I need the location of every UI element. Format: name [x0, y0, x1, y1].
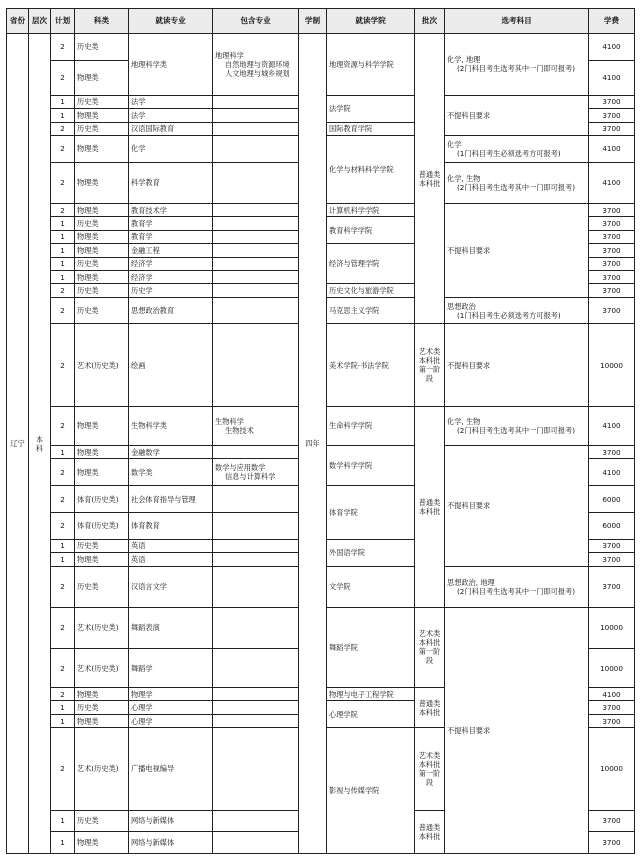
header-type: 科类: [75, 9, 129, 34]
major-cell: 广播电视编导: [129, 728, 213, 810]
plan-cell: 1: [51, 553, 75, 566]
type-cell: 物理类: [75, 244, 129, 257]
included-cell: [213, 810, 299, 832]
included-item: 生物技术: [225, 425, 254, 435]
plan-cell: 1: [51, 95, 75, 108]
included-cell: [213, 728, 299, 810]
included-item: 信息与计算科学: [225, 472, 276, 482]
subjects-cell: [445, 162, 589, 203]
type-cell: 物理类: [75, 553, 129, 566]
fee-cell: 4100: [589, 459, 635, 486]
included-cell: [213, 512, 299, 539]
plan-cell: 2: [51, 284, 75, 297]
subjects-note: (1门科目考生必须选考方可报考): [457, 148, 561, 158]
subjects-cell: [445, 135, 589, 162]
batch-cell: 艺术类本科批第一阶段: [415, 324, 445, 406]
fee-cell: 4100: [589, 34, 635, 61]
type-cell: 物理类: [75, 109, 129, 122]
plan-cell: 1: [51, 701, 75, 714]
type-cell: 物理类: [75, 162, 129, 203]
major-cell: 历史学: [129, 284, 213, 297]
fee-cell: 10000: [589, 728, 635, 810]
plan-cell: 1: [51, 446, 75, 459]
type-cell: 物理类: [75, 406, 129, 445]
included-cell: [213, 324, 299, 406]
type-cell: 艺术(历史类): [75, 648, 129, 687]
subjects-cell: 不提科目要求: [445, 95, 589, 135]
subjects-cell: [445, 297, 589, 324]
type-cell: 历史类: [75, 701, 129, 714]
batch-cell: 普通类本科批: [415, 406, 445, 607]
fee-cell: 3700: [589, 714, 635, 727]
major-cell: 地理科学类: [129, 34, 213, 96]
fee-cell: 10000: [589, 607, 635, 648]
major-cell: 体育教育: [129, 512, 213, 539]
college-cell: 教育科学学院: [327, 217, 415, 244]
major-cell: 经济学: [129, 257, 213, 270]
included-cell: [213, 270, 299, 283]
subjects-cell: [445, 406, 589, 445]
major-cell: 金融数学: [129, 446, 213, 459]
college-cell: 经济与管理学院: [327, 244, 415, 284]
included-item: 生物科学: [215, 416, 244, 426]
subjects-note: (2门科目考生选考其中一门即可报考): [457, 64, 575, 74]
type-cell: 历史类: [75, 34, 129, 61]
subjects-title: 思想政治: [447, 301, 476, 311]
fee-cell: 3700: [589, 297, 635, 324]
college-cell: 外国语学院: [327, 539, 415, 566]
college-cell: 计算机科学学院: [327, 203, 415, 216]
included-cell: [213, 244, 299, 257]
fee-cell: 4100: [589, 162, 635, 203]
subjects-cell: 不提科目要求: [445, 324, 589, 406]
major-cell: 法学: [129, 95, 213, 108]
major-cell: 汉语言文学: [129, 566, 213, 607]
fee-cell: 3700: [589, 539, 635, 552]
fee-cell: 4100: [589, 688, 635, 701]
included-cell: [213, 406, 299, 445]
type-cell: 历史类: [75, 257, 129, 270]
college-cell: 马克思主义学院: [327, 297, 415, 324]
type-cell: 艺术(历史类): [75, 324, 129, 406]
plan-cell: 2: [51, 688, 75, 701]
included-cell: [213, 217, 299, 230]
college-cell: 文学院: [327, 566, 415, 607]
type-cell: 历史类: [75, 122, 129, 135]
batch-cell: 普通类本科批: [415, 688, 445, 728]
college-cell: 心理学院: [327, 701, 415, 728]
major-cell: 科学教育: [129, 162, 213, 203]
type-cell: 体育(历史类): [75, 486, 129, 513]
plan-cell: 2: [51, 60, 75, 95]
plan-cell: 2: [51, 566, 75, 607]
table-row: [7, 34, 635, 61]
major-cell: 教育学: [129, 230, 213, 243]
major-cell: 金融工程: [129, 244, 213, 257]
type-cell: 物理类: [75, 459, 129, 486]
included-cell: [213, 257, 299, 270]
plan-cell: 2: [51, 34, 75, 61]
header-province: 省份: [7, 9, 29, 34]
type-cell: 历史类: [75, 217, 129, 230]
fee-cell: 10000: [589, 648, 635, 687]
college-cell: 生命科学学院: [327, 406, 415, 445]
fee-cell: 6000: [589, 512, 635, 539]
college-cell: 影视与传媒学院: [327, 728, 415, 854]
plan-cell: 2: [51, 607, 75, 648]
level-cell: 本科: [29, 34, 51, 854]
included-cell: [213, 203, 299, 216]
major-cell: 物理学: [129, 688, 213, 701]
plan-cell: 2: [51, 203, 75, 216]
fee-cell: 10000: [589, 324, 635, 406]
fee-cell: 3700: [589, 832, 635, 854]
subjects-note: (2门科目考生选考其中一门即可报考): [457, 182, 575, 192]
fee-cell: 3700: [589, 810, 635, 832]
included-cell: [213, 109, 299, 122]
fee-cell: 3700: [589, 95, 635, 108]
subjects-title: 化学, 生物: [447, 416, 481, 426]
plan-cell: 1: [51, 270, 75, 283]
type-cell: 物理类: [75, 230, 129, 243]
subjects-title: 化学, 生物: [447, 173, 481, 183]
type-cell: 体育(历史类): [75, 512, 129, 539]
major-cell: 网络与新媒体: [129, 810, 213, 832]
type-cell: 历史类: [75, 566, 129, 607]
plan-cell: 2: [51, 512, 75, 539]
subjects-title: 思想政治, 地理: [447, 577, 495, 587]
college-cell: 物理与电子工程学院: [327, 688, 415, 701]
subjects-note: (2门科目考生选考其中一门即可报考): [457, 586, 575, 596]
included-cell: [213, 714, 299, 727]
major-cell: 网络与新媒体: [129, 832, 213, 854]
included-cell: [213, 648, 299, 687]
batch-cell: 普通类本科批: [415, 810, 445, 853]
included-cell: [213, 297, 299, 324]
header-duration: 学制: [299, 9, 327, 34]
major-cell: 英语: [129, 553, 213, 566]
included-cell: [213, 566, 299, 607]
subjects-note: (2门科目考生选考其中一门即可报考): [457, 425, 575, 435]
included-cell: [213, 446, 299, 459]
fee-cell: 6000: [589, 486, 635, 513]
included-item: 地理科学: [215, 50, 244, 60]
plan-cell: 1: [51, 810, 75, 832]
major-cell: 经济学: [129, 270, 213, 283]
header-college: 就读学院: [327, 9, 415, 34]
major-cell: 舞蹈表演: [129, 607, 213, 648]
included-cell: [213, 539, 299, 552]
header-batch: 批次: [415, 9, 445, 34]
plan-cell: 2: [51, 486, 75, 513]
subjects-note: (1门科目考生必须选考方可报考): [457, 310, 561, 320]
college-cell: 美术学院·书法学院: [327, 324, 415, 406]
enrollment-plan-table: [6, 8, 635, 854]
fee-cell: 3700: [589, 701, 635, 714]
major-cell: 教育学: [129, 217, 213, 230]
fee-cell: 3700: [589, 270, 635, 283]
fee-cell: 3700: [589, 553, 635, 566]
type-cell: 艺术(历史类): [75, 607, 129, 648]
included-cell: [213, 34, 299, 96]
duration-cell: 四年: [299, 34, 327, 854]
plan-cell: 2: [51, 162, 75, 203]
header-level: 层次: [29, 9, 51, 34]
plan-cell: 2: [51, 459, 75, 486]
major-cell: 生物科学类: [129, 406, 213, 445]
type-cell: 物理类: [75, 446, 129, 459]
batch-cell: 艺术类本科批第一阶段: [415, 728, 445, 810]
included-cell: [213, 135, 299, 162]
major-cell: 英语: [129, 539, 213, 552]
type-cell: 物理类: [75, 832, 129, 854]
fee-cell: 3700: [589, 203, 635, 216]
plan-cell: 1: [51, 217, 75, 230]
fee-cell: 3700: [589, 230, 635, 243]
fee-cell: 3700: [589, 244, 635, 257]
college-cell: 舞蹈学院: [327, 607, 415, 687]
included-cell: [213, 607, 299, 648]
plan-cell: 1: [51, 257, 75, 270]
header-included: 包含专业: [213, 9, 299, 34]
header-fee: 学费: [589, 9, 635, 34]
type-cell: 历史类: [75, 297, 129, 324]
included-item: 自然地理与资源环境: [225, 59, 290, 69]
college-cell: 历史文化与旅游学院: [327, 284, 415, 297]
college-cell: 体育学院: [327, 486, 415, 540]
included-cell: [213, 701, 299, 714]
fee-cell: 4100: [589, 406, 635, 445]
college-cell: 国际教育学院: [327, 122, 415, 135]
batch-cell: 艺术类本科批第一阶段: [415, 607, 445, 687]
college-cell: 化学与材料科学学院: [327, 135, 415, 203]
subjects-cell: [445, 34, 589, 96]
fee-cell: 3700: [589, 566, 635, 607]
major-cell: 数学类: [129, 459, 213, 486]
fee-cell: 3700: [589, 257, 635, 270]
fee-cell: 3700: [589, 122, 635, 135]
included-cell: [213, 122, 299, 135]
plan-cell: 1: [51, 832, 75, 854]
header-plan: 计划: [51, 9, 75, 34]
header-major: 就读专业: [129, 9, 213, 34]
type-cell: 物理类: [75, 270, 129, 283]
type-cell: 艺术(历史类): [75, 728, 129, 810]
type-cell: 物理类: [75, 203, 129, 216]
header-row: [7, 9, 635, 34]
major-cell: 化学: [129, 135, 213, 162]
subjects-cell: 不提科目要求: [445, 607, 589, 853]
type-cell: 历史类: [75, 95, 129, 108]
fee-cell: 3700: [589, 217, 635, 230]
fee-cell: 3700: [589, 446, 635, 459]
header-subjects: 选考科目: [445, 9, 589, 34]
type-cell: 历史类: [75, 284, 129, 297]
major-cell: 心理学: [129, 701, 213, 714]
plan-cell: 1: [51, 714, 75, 727]
major-cell: 社会体育指导与管理: [129, 486, 213, 513]
plan-cell: 2: [51, 648, 75, 687]
subjects-title: 化学, 地理: [447, 55, 481, 65]
subjects-cell: [445, 566, 589, 607]
type-cell: 物理类: [75, 135, 129, 162]
major-cell: 汉语国际教育: [129, 122, 213, 135]
fee-cell: 4100: [589, 135, 635, 162]
plan-cell: 2: [51, 728, 75, 810]
plan-cell: 2: [51, 135, 75, 162]
plan-cell: 2: [51, 297, 75, 324]
included-item: 数学与应用数学: [215, 463, 266, 473]
included-cell: [213, 553, 299, 566]
included-cell: [213, 486, 299, 513]
included-cell: [213, 230, 299, 243]
major-cell: 法学: [129, 109, 213, 122]
included-cell: [213, 459, 299, 486]
college-cell: 法学院: [327, 95, 415, 122]
included-cell: [213, 162, 299, 203]
fee-cell: 4100: [589, 60, 635, 95]
plan-cell: 1: [51, 230, 75, 243]
college-cell: 地理资源与科学学院: [327, 34, 415, 96]
type-cell: 历史类: [75, 539, 129, 552]
plan-cell: 1: [51, 109, 75, 122]
type-cell: 历史类: [75, 810, 129, 832]
major-cell: 舞蹈学: [129, 648, 213, 687]
plan-cell: 1: [51, 244, 75, 257]
subjects-cell: 不提科目要求: [445, 446, 589, 567]
subjects-title: 化学: [447, 139, 462, 149]
fee-cell: 3700: [589, 284, 635, 297]
major-cell: 思想政治教育: [129, 297, 213, 324]
included-cell: [213, 95, 299, 108]
type-cell: 物理类: [75, 688, 129, 701]
major-cell: 绘画: [129, 324, 213, 406]
included-cell: [213, 832, 299, 854]
major-cell: 心理学: [129, 714, 213, 727]
major-cell: 教育技术学: [129, 203, 213, 216]
type-cell: 物理类: [75, 60, 129, 95]
college-cell: 数学科学学院: [327, 446, 415, 486]
plan-cell: 2: [51, 324, 75, 406]
batch-cell: 普通类本科批: [415, 34, 445, 324]
subjects-cell: 不提科目要求: [445, 203, 589, 297]
type-cell: 物理类: [75, 714, 129, 727]
plan-cell: 2: [51, 122, 75, 135]
fee-cell: 3700: [589, 109, 635, 122]
included-cell: [213, 284, 299, 297]
province-cell: 辽宁: [7, 34, 29, 854]
included-item: 人文地理与城乡规划: [225, 68, 290, 78]
plan-cell: 1: [51, 539, 75, 552]
included-cell: [213, 688, 299, 701]
plan-cell: 2: [51, 406, 75, 445]
